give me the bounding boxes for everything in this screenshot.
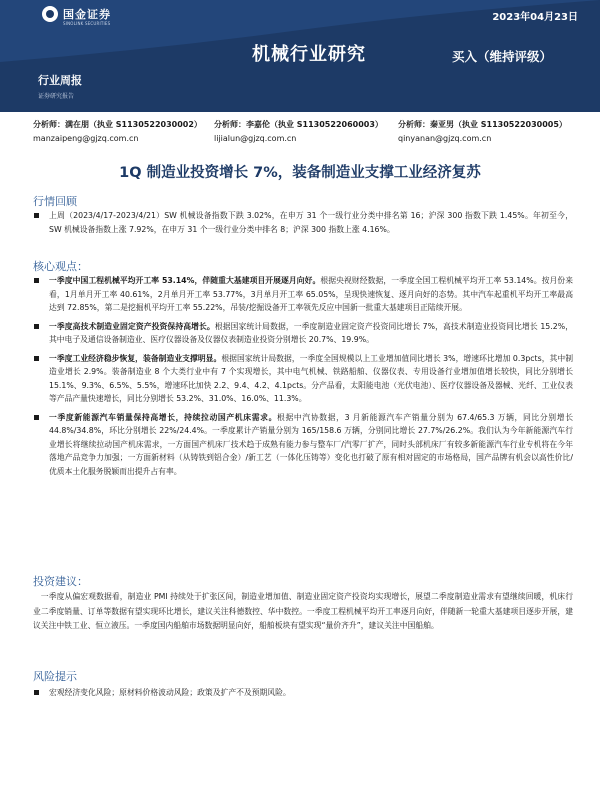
view-item-text: 根据央视财经数据，一季度全国工程机械平均开工率 53.14%。按月份来看，1月单月开工率 40.61%，2月单月开工率 53.77%，3月单月开工率 65.05%，呈现快速恢复、逐月向好的态势。其中汽车起重机平均开工率最高达到 72.85%，第二是挖掘机平均开工率 55.22%，吊装/挖掘设备开工率领先反应中国新一批重大基建项目正陆续开展。 — [49, 276, 573, 312]
view-item-lead: 一季度工业经济稳步恢复，装备制造业支撑明显。 — [49, 353, 222, 363]
analyst-email[interactable]: qinyanan@gjzq.com.cn — [398, 134, 492, 143]
analyst-email[interactable]: manzaipeng@gjzq.com.cn — [33, 134, 139, 143]
report-type: 证券研究报告 — [38, 93, 75, 100]
logo-text: 国金证券 — [63, 8, 111, 21]
analyst-1 — [33, 119, 202, 143]
logo-subtitle: SINOLINK SECURITIES — [63, 21, 111, 26]
view-item-lead: 一季度高技术制造业固定资产投资保持高增长。 — [49, 321, 215, 331]
view-item — [33, 411, 573, 479]
analyst-email[interactable]: lijialun@gjzq.com.cn — [214, 134, 297, 143]
view-item-text: 根据国家统计局数据，一季度制造业固定资产投资同比增长 7%，高技术制造业投资同比增长 15.2%，其中电子及通信设备制造业、医疗仪器设备及仪器仪表制造业投资分别增长 20.7%、19.9%。 — [49, 321, 574, 344]
section-heading-views: 核心观点： — [33, 260, 88, 273]
view-item-text: 根据国家统计局数据，一季度全国规模以上工业增加值同比增长 3%，增速环比增加 0.3pcts，其中制造业增长 2.9%。装备制造业 8 个大类行业中有 7 个实现增长，其中电气机械、铁路船舶、仪器仪表、专用设备行业增加值增长较快，同比分别增长 15.1%、9.3%、6.5%、5.5%，增速环比加快 2.2、9.4、4.2、4.1pcts。分产品看，太阳能电池（光伏电池）、医疗仪器设备及器械、光纤、工业仪表等产品产量快速增长，同比分别增长 53.2%、31.0%、16.0%、11.3%。 — [49, 353, 574, 403]
rating-label: 买入（维持评级） — [452, 49, 553, 64]
report-header — [0, 0, 600, 112]
review-item: 上周（2023/4/17-2023/4/21）SW 机械设备指数下跌 3.02%，在申万 31 个一级行业分类中排名第 16；沪深 300 指数下跌 1.45%。年初至今，SW 机械设备指数上涨 7.92%，在申万 31 个一级行业分类中排名 8；沪深 300 指数上涨 4.16%。 — [33, 209, 573, 236]
main-headline: 1Q 制造业投资增长 7%，装备制造业支撑工业经济复苏 — [119, 165, 481, 181]
analyst-name: 分析师：秦亚男（执业 S1130522030005） — [398, 120, 567, 129]
report-date: 2023年04月23日 — [492, 12, 578, 23]
view-item — [33, 320, 573, 347]
section-heading-review: 行情回顾 — [33, 195, 77, 208]
analyst-name: 分析师：满在朋（执业 S1130522030002） — [33, 120, 202, 129]
section-heading-risk: 风险提示 — [33, 670, 77, 683]
report-title: 机械行业研究 — [252, 44, 366, 65]
views-section — [33, 274, 573, 478]
view-item-text: 根据中汽协数据，3 月新能源汽车产销量分别为 67.4/65.3 万辆，同比分别增长 44.8%/34.8%，环比分别增长 22%/24.4%。一季度累计产销量分别为 165/158.6 万辆，分别同比增长 27.7%/26.2%。我们认为今年新能源汽车行业增长将继续拉动国产机床需求，一方面国产机床厂技术趋于成熟有能力参与整车厂/汽零厂扩产，同时头部机床厂有较多新能源汽车行业专机将在今年落地产品竞争力加强；一方面新材料（从铸铁到铝合金）/新工艺（一体化压铸等）变化也打破了原有相对固定的市场格局，国产品牌有机会以高性价比/优质本土化服务脱颖而出提升占有率。 — [49, 412, 573, 476]
risk-item: 宏观经济变化风险；原材料价格波动风险；政策及扩产不及预期风险。 — [33, 686, 573, 700]
analyst-2 — [214, 119, 383, 143]
view-item — [33, 352, 573, 406]
risk-section — [33, 686, 573, 700]
section-heading-advice: 投资建议： — [33, 575, 88, 588]
logo-mark-icon — [42, 6, 58, 22]
analyst-name: 分析师：李嘉伦（执业 S1130522060003） — [214, 120, 383, 129]
view-item — [33, 274, 573, 315]
report-category: 行业周报 — [38, 74, 82, 87]
analyst-bar — [0, 114, 600, 150]
view-item-lead: 一季度中国工程机械平均开工率 53.14%，伴随重大基建项目开展逐月向好。 — [49, 276, 321, 285]
advice-section — [33, 590, 573, 634]
view-item-lead: 一季度新能源汽车销量保持高增长，持续拉动国产机床需求。 — [49, 412, 278, 422]
advice-paragraph: 一季度从偏宏观数据看，制造业 PMI 持续处于扩张区间，制造业增加值、制造业固定资产投资均实现增长，展望二季度制造业需求有望继续回暖，机床行业二季度销量、订单等数据有望实现环比增长，建议关注科德数控、华中数控。一季度工程机械平均开工率逐月向好，伴随新一轮重大基建项目逐步开展，建议关注中铁工业、恒立液压。一季度国内船舶市场数据明显向好，船舶板块有望实现“量价齐升”，建议关注中国船舶。 — [33, 592, 573, 630]
analyst-3 — [398, 119, 567, 143]
review-section — [33, 209, 573, 236]
company-logo — [42, 6, 111, 22]
